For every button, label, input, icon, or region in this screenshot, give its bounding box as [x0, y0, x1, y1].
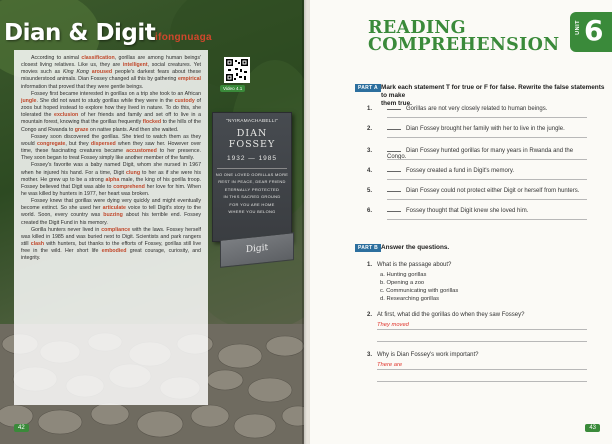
unit-tab — [570, 12, 612, 52]
gravestone-birth-year: 1932 — [226, 155, 246, 162]
question-text: Why is Dian Fossey's work important? — [377, 352, 479, 358]
tf-statement: Fossey thought that Digit knew she loved him. — [406, 208, 529, 214]
rewrite-line[interactable] — [387, 137, 587, 138]
gravestone-line: IN THIS SACRED GROUND — [223, 194, 281, 199]
passage-text: information that proved that they were gentle beings. — [21, 83, 144, 90]
tf-item-text[interactable] — [387, 126, 565, 132]
gravestone-divider — [217, 168, 287, 169]
gravestone-years — [213, 155, 291, 162]
gravestone-line: ETERNALLY PROTECTED — [224, 186, 280, 192]
vocabulary-keyword: accustomed — [126, 148, 157, 155]
vocabulary-keyword: custody — [174, 97, 195, 104]
tf-answer-blank[interactable] — [387, 171, 401, 172]
tf-item-number: 3. — [367, 148, 373, 154]
vocabulary-keyword: clash — [30, 241, 45, 248]
passage-text: Fossey first became interested in gorillas on a trip she took to an African — [31, 90, 201, 97]
tf-item-6 — [367, 208, 591, 228]
rewrite-line[interactable] — [387, 117, 587, 118]
tf-item-text[interactable] — [387, 208, 528, 214]
passage-text: to her presence. They soon began to treat Fossey simply like another member of the family. — [21, 148, 201, 162]
tf-answer-blank[interactable] — [387, 151, 401, 152]
question-3 — [367, 352, 591, 392]
passage-text: male, the king of his gorilla troop. Fossey believed that Digit was able to — [21, 176, 202, 190]
tf-statement: Dian Fossey brought her family with her to live in the jungle. — [406, 126, 565, 132]
rewrite-line[interactable] — [387, 159, 587, 160]
passage-text: of her friends and family and set off to live in a mountain forest, knowing that the gorillas frequently — [21, 112, 201, 126]
part-a-instruction — [381, 84, 612, 108]
passage-text: to the hills of the Congo and Rwanda to — [21, 119, 201, 133]
vocabulary-keyword: exclusion — [54, 112, 79, 119]
passage-text: . She did not want to study gorillas while they were in the — [36, 97, 175, 104]
option-b[interactable]: b. Opening a zoo — [380, 280, 425, 286]
unit-label: UNIT — [575, 20, 581, 35]
tf-statement: Dian Fossey could not protect either Digit or herself from hunters. — [406, 188, 580, 194]
passage-text: with hunters, but thanks to the efforts of Fossey, gorillas still live free in the wild. Her short life — [21, 241, 201, 255]
reading-passage — [14, 50, 208, 405]
passage-text: Fossey's favorite was a baby named Digit, whom she nursed in 1967 when he injured his hand. For a time, Digit — [21, 162, 201, 176]
tf-item-text[interactable] — [387, 106, 547, 112]
vocabulary-keyword: articulate — [102, 205, 126, 212]
right-page — [310, 0, 612, 444]
answer-text[interactable]: There are — [377, 362, 403, 368]
passage-paragraph — [21, 227, 201, 263]
question-number: 1. — [367, 262, 373, 268]
tf-answer-blank[interactable] — [387, 191, 401, 192]
passage-text: , gorillas are among human beings' closest living relatives. Like us, they are — [21, 55, 201, 69]
vocabulary-keyword: empirical — [177, 76, 201, 83]
passage-paragraph — [21, 162, 201, 198]
vocabulary-keyword: alpha — [105, 176, 120, 183]
question-number: 3. — [367, 352, 373, 358]
passage-text: voice to tell Digit's story to the world. Soon, every country was — [21, 205, 201, 219]
gravestone-year-separator: — — [248, 155, 256, 162]
passage-paragraph — [21, 198, 201, 227]
tf-statement: Fossey created a fund in Digit's memory. — [406, 168, 515, 174]
answer-text[interactable]: They moved — [377, 322, 409, 328]
gravestone-epithet: "NYIRAMACHABELLI" — [226, 119, 278, 124]
passage-text: great courage, curiosity, and integrity. — [21, 248, 201, 262]
section-title-line1: READING — [368, 18, 466, 38]
vocabulary-keyword: flocked — [142, 119, 162, 126]
vocabulary-keyword: aroused — [91, 69, 113, 76]
tf-item-number: 2. — [367, 126, 373, 132]
tf-item-number: 6. — [367, 208, 373, 214]
passage-text: when they saw her. However over time, these fascinating creatures became — [21, 140, 201, 155]
passage-text: on native plants. And then she waited. — [88, 126, 179, 133]
gravestone-name: DIAN FOSSEY — [228, 128, 276, 150]
digit-plaque: Digit — [220, 232, 294, 268]
qr-code-icon[interactable] — [224, 57, 250, 83]
vocabulary-keyword: congregate — [37, 140, 66, 147]
tf-item-1 — [367, 106, 591, 126]
gravestone-death-year: 1985 — [258, 155, 278, 162]
vocabulary-keyword: clung — [126, 169, 141, 176]
answer-line[interactable] — [377, 341, 587, 342]
tf-answer-blank[interactable] — [387, 211, 401, 212]
qr-pattern — [226, 59, 248, 81]
gravestone-line: FOR YOU ARE HOME — [229, 201, 275, 207]
passage-text: to her as if she were his mother. He grew up to be a strong — [21, 169, 201, 183]
tf-statement: Dian Fossey hunted gorillas for many years in Rwanda and the Congo. — [387, 148, 574, 160]
passage-paragraph — [21, 134, 201, 163]
rewrite-line[interactable] — [387, 199, 587, 200]
tf-statement: Gorillas are not very closely related to human beings. — [406, 106, 548, 112]
answer-line[interactable] — [377, 369, 587, 370]
tf-item-number: 5. — [367, 188, 373, 194]
tf-item-4 — [367, 168, 591, 188]
tf-item-3 — [367, 148, 591, 168]
passage-text: , but they — [65, 140, 91, 147]
passage-text: , social creatures. Yet movies such as — [21, 62, 202, 76]
vocabulary-keyword: embodied — [101, 248, 127, 255]
tf-item-5 — [367, 188, 591, 208]
question-2 — [367, 312, 591, 352]
part-a-instruction-line2: them true. — [381, 100, 412, 107]
part-b-label: PART B — [355, 244, 381, 252]
qr-caption: Video 4.1 — [220, 85, 245, 92]
option-d[interactable]: d. Researching gorillas — [380, 296, 439, 302]
part-a-instruction-line1: Mark each statement T for true or F for false. Rewrite the false statements to make — [381, 84, 605, 99]
question-text: At first, what did the gorillas do when they saw Fossey? — [377, 312, 525, 318]
vocabulary-keyword: intelligent — [122, 62, 148, 69]
answer-line[interactable] — [377, 329, 587, 330]
option-a[interactable]: a. Hunting gorillas — [380, 272, 427, 278]
passage-paragraph — [21, 55, 201, 91]
page-number-right: 43 — [585, 424, 600, 432]
passage-paragraph — [21, 91, 201, 134]
section-title-line2: COMPREHENSION — [368, 35, 560, 55]
tf-item-text[interactable] — [387, 168, 514, 174]
passage-text: Fossey knew that gorillas were dying very quickly and might eventually become extinct. So she used her — [21, 198, 201, 212]
part-a-label: PART A — [355, 84, 381, 92]
passage-text: about his terrible end. Fossey created the Digit Fund in his memory. — [21, 212, 201, 226]
italic-title: King Kong — [63, 69, 89, 76]
passage-text: Fossey soon discovered the gorillas. She tried to watch them as they would — [21, 133, 201, 147]
passage-text: with the laws. Fossey herself was killed in 1985 and was buried next to Digit. Scientists and park rangers still — [21, 226, 201, 248]
gravestone-line: NO ONE LOVED GORILLAS MORE — [215, 171, 289, 177]
gravestone — [212, 112, 292, 242]
part-b-instruction: Answer the questions. — [381, 244, 450, 251]
vocabulary-keyword: dispersed — [90, 140, 116, 147]
passage-text: of zoos but hoped instead to explore how they lived in nature. To do this, she tolerated the — [21, 97, 201, 119]
left-page — [0, 0, 304, 444]
passage-text: her love for him. When he was killed by hunters in 1977, her heart was broken. — [21, 183, 201, 197]
vocabulary-keyword: graze — [74, 126, 89, 133]
passage-text: According to animal — [31, 55, 82, 61]
watermark: ifongnuaga — [155, 32, 212, 43]
tf-item-number: 1. — [367, 106, 373, 112]
option-c[interactable]: c. Communicating with gorillas — [380, 288, 459, 294]
tf-answer-blank[interactable] — [387, 109, 401, 110]
tf-answer-blank[interactable] — [387, 129, 401, 130]
vocabulary-keyword: classification — [81, 55, 115, 61]
vocabulary-keyword: jungle — [21, 97, 37, 104]
page-number-left: 42 — [14, 424, 29, 432]
unit-number: 6 — [584, 14, 604, 47]
vocabulary-keyword: compliance — [101, 226, 131, 233]
tf-item-number: 4. — [367, 168, 373, 174]
answer-line[interactable] — [377, 381, 587, 382]
tf-item-text[interactable] — [387, 188, 579, 194]
article-title: Dian & Digit — [4, 20, 156, 46]
tf-item-2 — [367, 126, 591, 146]
question-text: What is the passage about? — [377, 262, 452, 268]
vocabulary-keyword: comprehend — [113, 183, 145, 190]
gravestone-line: WHERE YOU BELONG — [228, 209, 276, 214]
gravestone-line: REST IN PEACE, DEAR FRIEND — [218, 179, 286, 184]
vocabulary-keyword: buzzing — [103, 212, 123, 219]
rewrite-line[interactable] — [387, 219, 587, 220]
passage-text: people's darkest fears about these misunderstood animals. Dian Fossey changed all this by gathering — [21, 69, 202, 83]
question-number: 2. — [367, 312, 373, 318]
section-title — [368, 18, 560, 55]
passage-text: Gorilla hunters never lived in — [31, 226, 102, 233]
rewrite-line[interactable] — [387, 179, 587, 180]
